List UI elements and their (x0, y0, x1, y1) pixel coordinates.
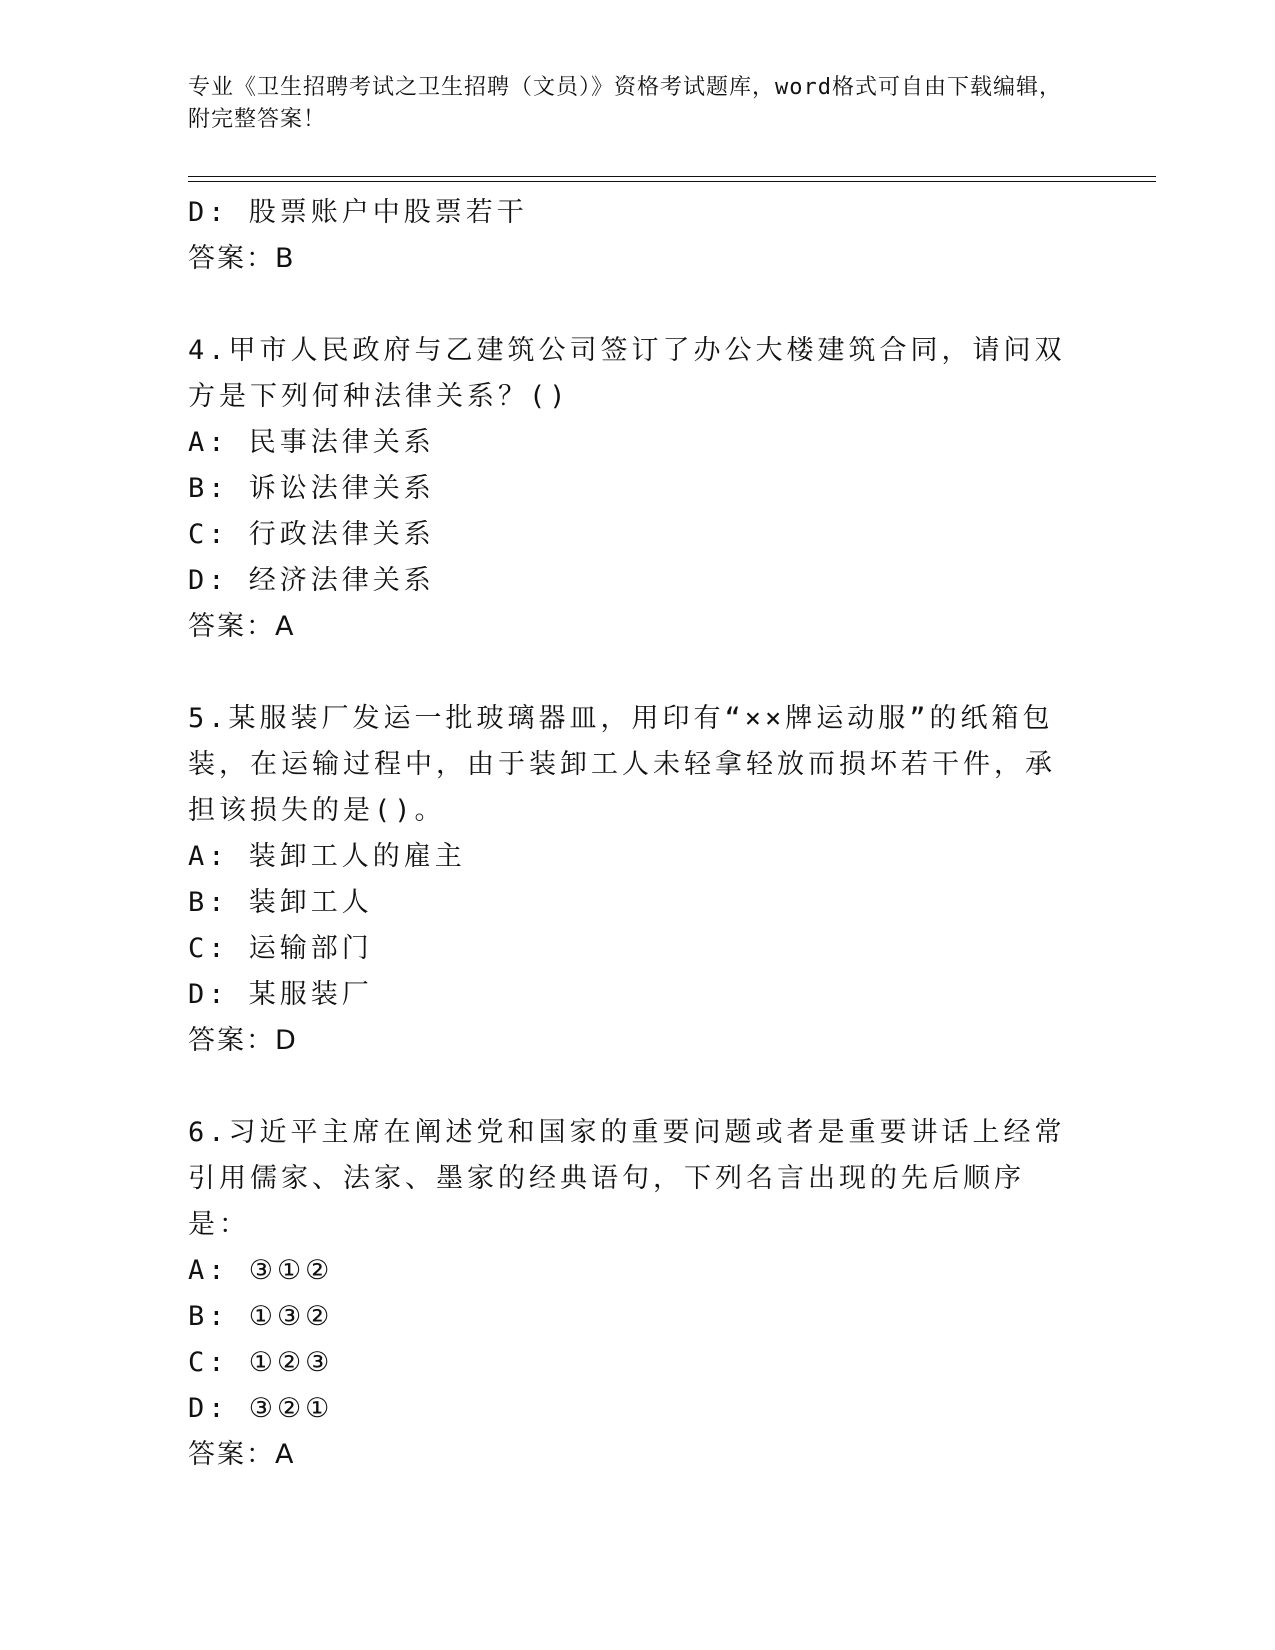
question-4 (188, 328, 1088, 650)
option-d: D: ③②① (188, 1393, 334, 1424)
page-header: 专业《卫生招聘考试之卫生招聘（文员）》资格考试题库，word格式可自由下载编辑，附完整答案！ (188, 75, 1062, 132)
spacer (188, 1064, 1088, 1110)
question-text: 6.习近平主席在阐述党和国家的重要问题或者是重要讲话上经常引用儒家、法家、墨家的经典语句，下列名言出现的先后顺序是： (188, 1117, 1066, 1240)
option-a: A: ③①② (188, 1255, 334, 1286)
option-d: D: 经济法律关系 (188, 565, 435, 596)
header-divider-bottom (188, 181, 1156, 182)
option-a: A: 民事法律关系 (188, 427, 435, 458)
option-b: B: 诉讼法律关系 (188, 473, 435, 504)
spacer (188, 650, 1088, 696)
answer: 答案：A (188, 611, 296, 642)
option-c: C: ①②③ (188, 1347, 334, 1378)
option-c: C: 行政法律关系 (188, 519, 435, 550)
answer: 答案：A (188, 1439, 296, 1470)
question-5 (188, 696, 1088, 1064)
spacer (188, 282, 1088, 328)
option-d: D: 某服装厂 (188, 979, 373, 1010)
option-b: B: ①③② (188, 1301, 334, 1332)
header-divider-top (188, 176, 1156, 177)
question-list (188, 190, 1088, 1478)
question-text: 4.甲市人民政府与乙建筑公司签订了办公大楼建筑合同，请问双方是下列何种法律关系？() (188, 335, 1066, 412)
prev-question-option-d: D: 股票账户中股票若干 (188, 197, 528, 228)
option-c: C: 运输部门 (188, 933, 373, 964)
question-text: 5.某服装厂发运一批玻璃器皿，用印有“××牌运动服”的纸箱包装，在运输过程中，由于装卸工人未轻拿轻放而损坏若干件，承担该损失的是()。 (188, 703, 1056, 826)
prev-question-answer: 答案：B (188, 243, 296, 274)
option-a: A: 装卸工人的雇主 (188, 841, 466, 872)
answer: 答案：D (188, 1025, 298, 1056)
question-6 (188, 1110, 1088, 1478)
option-b: B: 装卸工人 (188, 887, 373, 918)
